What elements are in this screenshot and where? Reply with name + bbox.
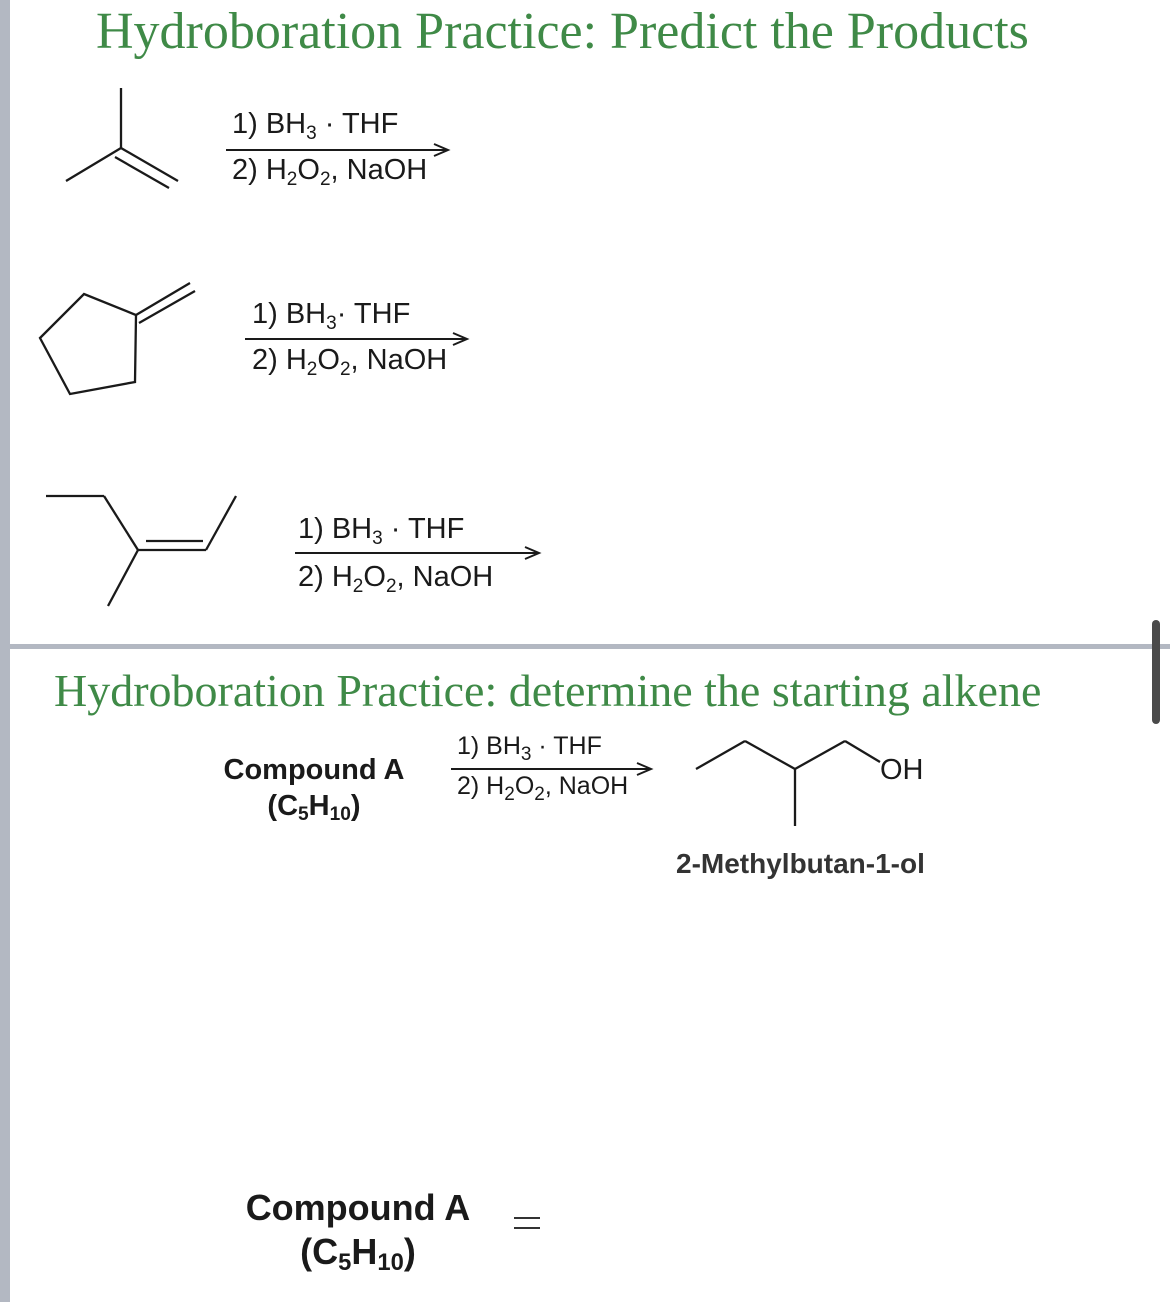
equals-sign-icon [514, 1217, 540, 1229]
reaction3-step1: 1) $BH_3$ · THF [298, 513, 465, 549]
reaction2-step1: 1) $BH_3\cdot$ THF [252, 298, 411, 334]
reaction1-step1: 1) $BH_3$ · THF [232, 108, 399, 144]
section2-title: Hydroboration Practice: determine the starting alkene [54, 665, 1042, 716]
scrollbar-handle[interactable] [1152, 620, 1160, 724]
product-name: 2-Methylbutan-1-ol [676, 848, 925, 879]
compound-a-answer-formula: $(C_5H_{10})$ [300, 1231, 416, 1276]
reaction3-step2: 2) $H_2O_2$, NaOH [298, 561, 494, 597]
section-divider [10, 644, 1170, 649]
left-margin-bar [0, 0, 10, 1302]
compound-a-answer-label [236, 1186, 480, 1274]
2-methylbutan-1-ol-structure-icon [0, 0, 1, 1]
section1-title: Hydroboration Practice: Predict the Products [96, 3, 1029, 60]
reaction4-step1: 1) $BH_3$ · THF [457, 732, 602, 765]
reaction4-step2: 2) $H_2O_2$, NaOH [457, 772, 629, 805]
compound-a-formula: $(C_5H_{10})$ [267, 790, 361, 825]
compound-a-answer-name: Compound A [245, 1187, 471, 1228]
compound-a-label [214, 752, 414, 824]
hydroxyl-group-label: OH [880, 754, 924, 786]
reaction3-arrow-icon [295, 546, 545, 560]
compound-a-name: Compound A [223, 754, 405, 786]
reaction2-step2: 2) $H_2O_2$, NaOH [252, 344, 448, 380]
reaction1-step2: 2) $H_2O_2$, NaOH [232, 154, 428, 190]
